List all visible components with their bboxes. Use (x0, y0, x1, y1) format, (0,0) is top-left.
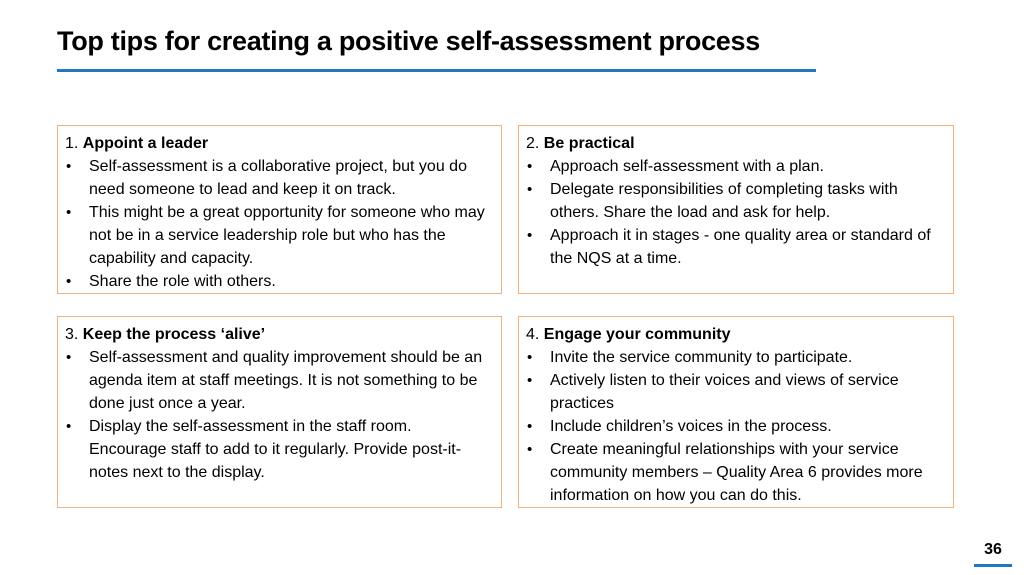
card-number: 3. (65, 326, 79, 343)
bullet-text: Approach it in stages - one quality area or standard of the NQS at a time. (550, 227, 931, 267)
title-underline (57, 69, 816, 72)
page-number-underline (974, 564, 1012, 567)
list-item (526, 415, 945, 438)
bullet-text: Self-assessment is a collaborative project, but you do need someone to lead and keep it on track. (89, 158, 467, 198)
bullet-text: Actively listen to their voices and views of service practices (550, 372, 899, 412)
bullet-text: This might be a great opportunity for someone who may not be in a service leadership role but who has the capability and capacity. (89, 204, 485, 267)
bullet-icon: • (527, 181, 533, 198)
bullet-icon: • (527, 227, 533, 244)
list-item (65, 201, 493, 270)
bullet-list (526, 346, 945, 507)
card-title: Appoint a leader (82, 135, 209, 152)
tip-card-engage-community (518, 316, 954, 508)
bullet-list (526, 155, 945, 270)
list-item (526, 346, 945, 369)
bullet-text: Self-assessment and quality improvement should be an agenda item at staff meetings. It is not something to be done just once a year. (89, 349, 483, 412)
card-number: 1. (65, 135, 79, 152)
bullet-text: Create meaningful relationships with your service community members – Quality Area 6 provides more information on how you can do this. (550, 441, 923, 504)
tip-card-appoint-leader (57, 125, 502, 294)
list-item (526, 224, 945, 270)
bullet-text: Include children’s voices in the process. (550, 418, 832, 435)
bullet-icon: • (527, 158, 533, 175)
bullet-text: Share the role with others. (89, 273, 276, 290)
card-number: 2. (526, 135, 540, 152)
bullet-text: Approach self-assessment with a plan. (550, 158, 824, 175)
bullet-icon: • (66, 349, 72, 366)
list-item (65, 415, 493, 484)
bullet-text: Invite the service community to participate. (550, 349, 853, 366)
bullet-icon: • (527, 441, 533, 458)
card-title: Be practical (543, 135, 635, 152)
list-item (526, 155, 945, 178)
list-item (65, 346, 493, 415)
bullet-icon: • (66, 158, 72, 175)
bullet-icon: • (527, 349, 533, 366)
card-title: Keep the process ‘alive’ (82, 326, 266, 343)
card-heading (65, 132, 493, 155)
list-item (65, 155, 493, 201)
card-heading (526, 323, 945, 346)
list-item (526, 178, 945, 224)
bullet-list (65, 346, 493, 484)
bullet-text: Display the self-assessment in the staff room. Encourage staff to add to it regularly. Provide post-it-notes next to the display. (89, 418, 462, 481)
bullet-icon: • (66, 418, 72, 435)
tip-card-keep-process-alive (57, 316, 502, 508)
bullet-icon: • (66, 273, 72, 290)
list-item (526, 438, 945, 507)
tip-card-be-practical (518, 125, 954, 294)
bullet-icon: • (527, 372, 533, 389)
bullet-icon: • (66, 204, 72, 221)
card-heading (526, 132, 945, 155)
card-heading (65, 323, 493, 346)
page-number: 36 (984, 541, 1002, 558)
card-title: Engage your community (543, 326, 731, 343)
list-item (526, 369, 945, 415)
bullet-icon: • (527, 418, 533, 435)
list-item (65, 270, 493, 293)
bullet-text: Delegate responsibilities of completing tasks with others. Share the load and ask for help. (550, 181, 898, 221)
card-number: 4. (526, 326, 540, 343)
bullet-list (65, 155, 493, 293)
slide-title: Top tips for creating a positive self-assessment process (57, 26, 760, 56)
